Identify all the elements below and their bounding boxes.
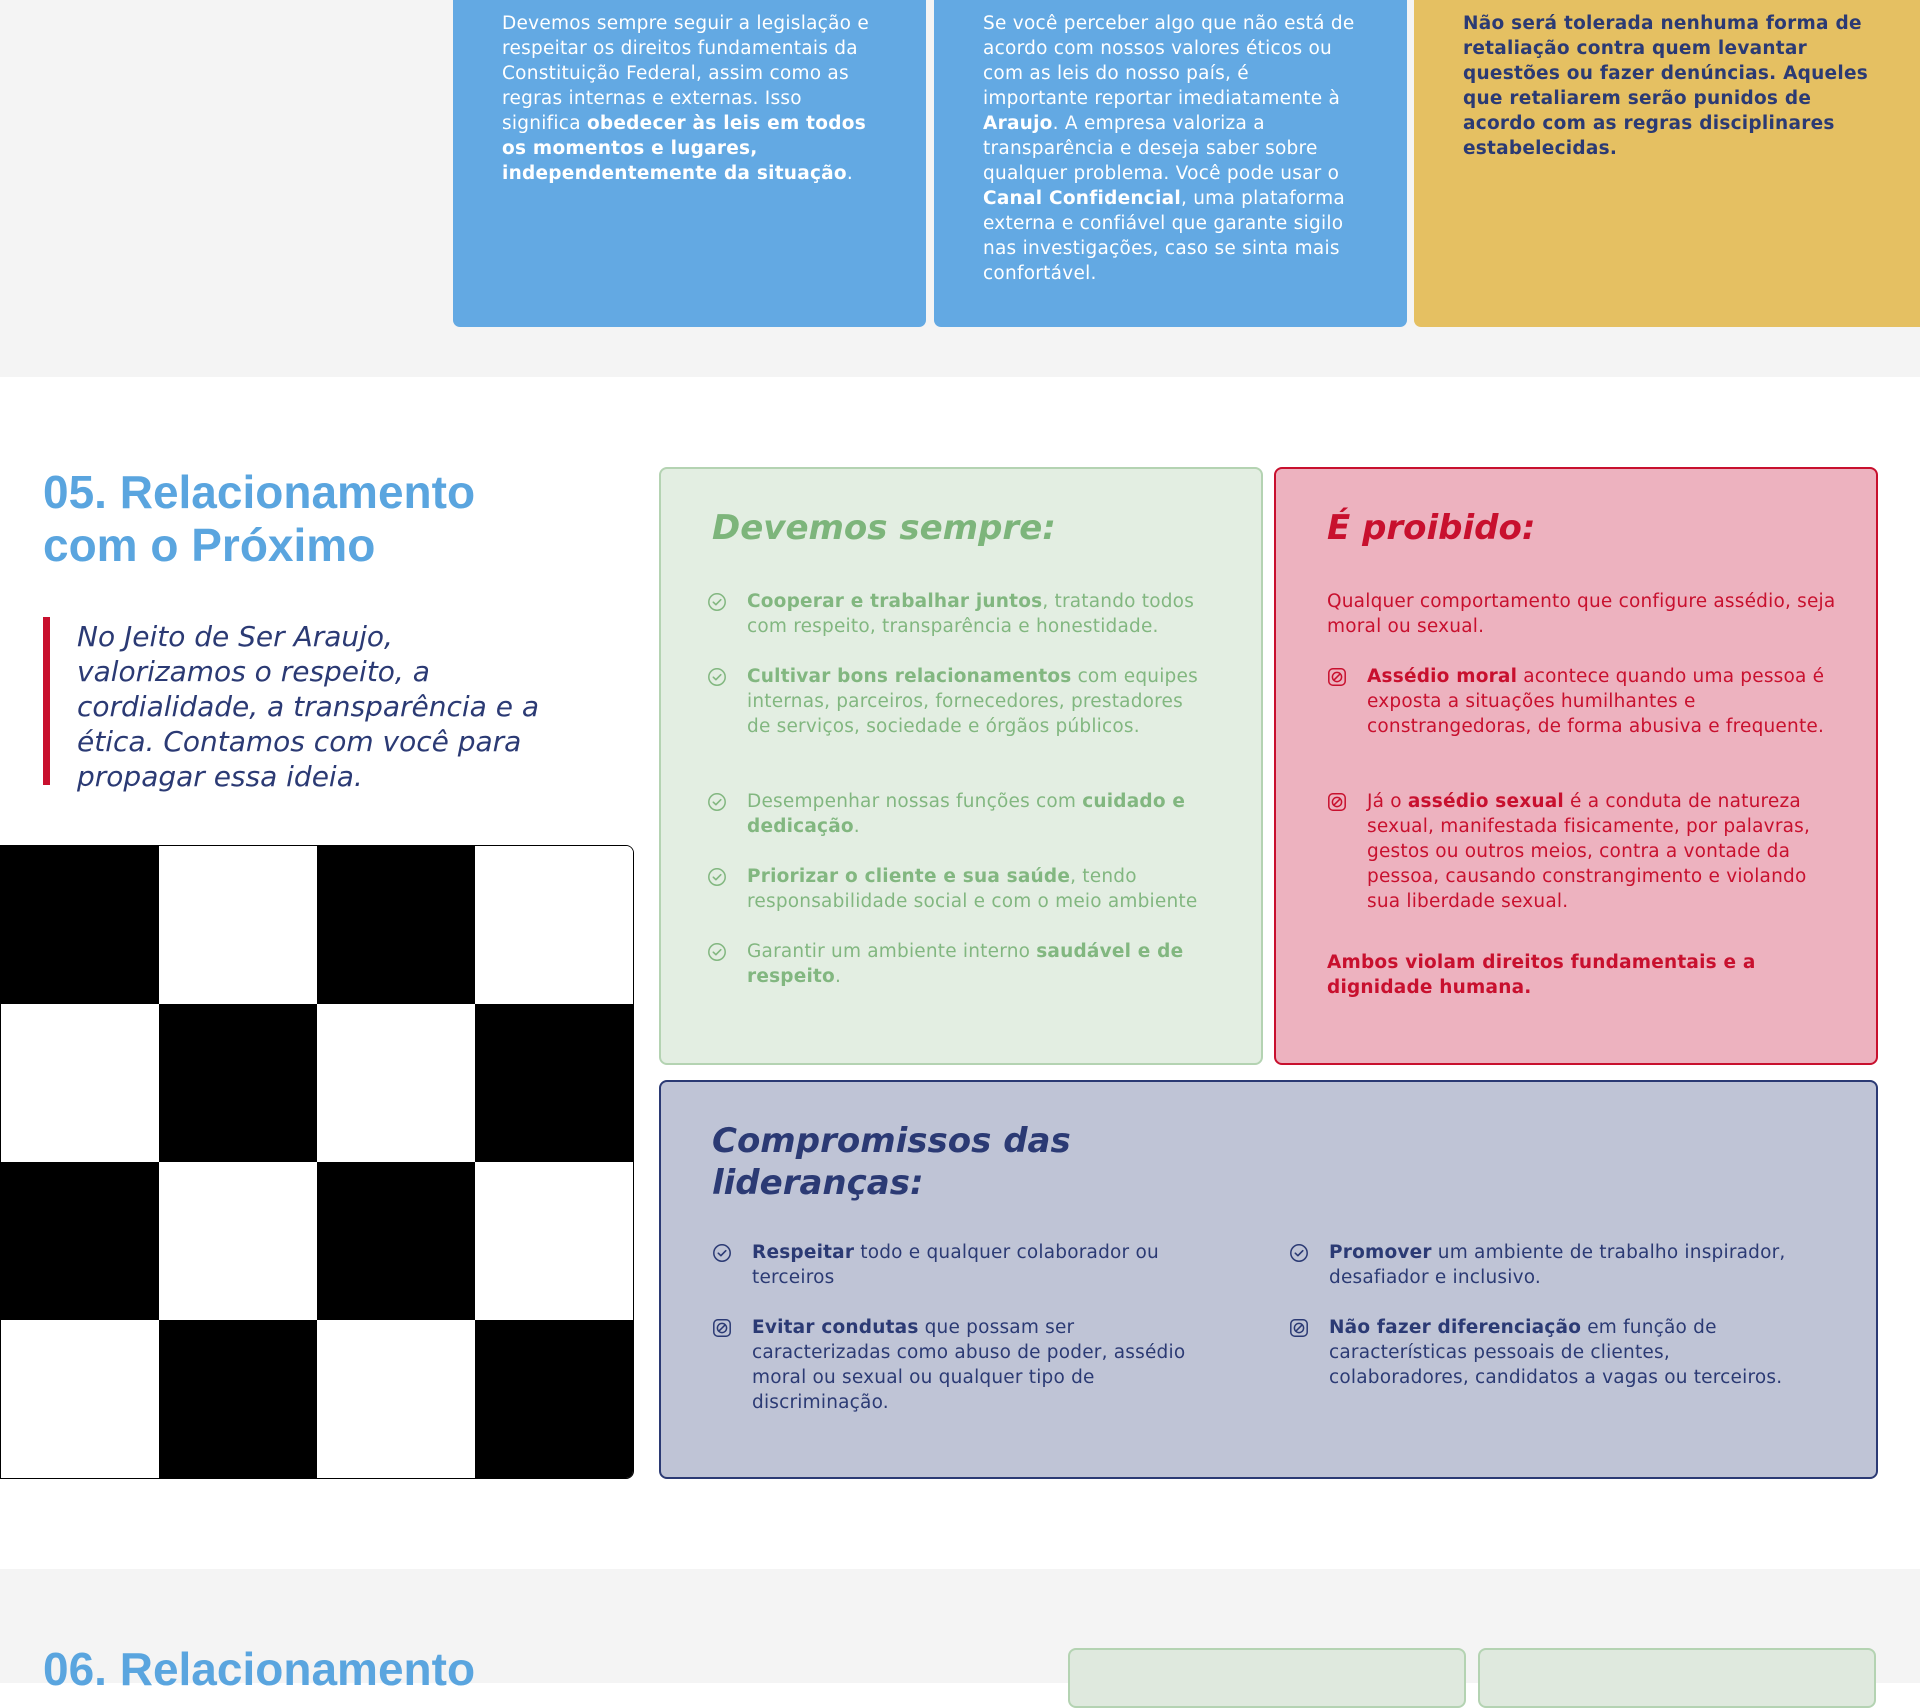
- check-circle-icon: [712, 1240, 752, 1290]
- bold-text: assédio sexual: [1407, 791, 1564, 812]
- image-tile: [317, 1320, 475, 1478]
- bold-text: saudável e de respeito: [747, 941, 1184, 987]
- image-tile: [1, 846, 159, 1004]
- image-tile: [1, 1162, 159, 1320]
- section-05-title: [43, 466, 475, 572]
- section-06-title: 06. Relacionamento: [43, 1643, 476, 1695]
- list-item-text: Não fazer diferenciação em função de características pessoais de clientes, colaboradores, candidatos a vagas ou terceiros.: [1329, 1317, 1783, 1388]
- liderancas-heading: [712, 1120, 1071, 1204]
- legislation-card-text: Devemos sempre seguir a legislação e respeitar os direitos fundamentais da Constituição Federal, assim como as regras internas e externas. Isso significa obedecer às leis em todos os momentos e lugares, independentemente da situação.: [502, 13, 870, 184]
- list-item-text: Desempenhar nossas funções com cuidado e dedicação.: [747, 791, 1186, 837]
- bold-text: Assédio moral: [1367, 666, 1518, 687]
- proibido-item: [1327, 664, 1837, 739]
- proibido-closing: Ambos violam direitos fundamentais e a dignidade humana.: [1327, 952, 1756, 998]
- section-05-title-line2: com o Próximo: [43, 519, 376, 571]
- list-item-text: Priorizar o cliente e sua saúde, tendo responsabilidade social e com o meio ambiente: [747, 866, 1198, 912]
- proibido-intro: Qualquer comportamento que configure assédio, seja moral ou sexual.: [1327, 591, 1836, 637]
- report-card: [934, 0, 1407, 327]
- prohibited-icon: [712, 1318, 732, 1338]
- liderancas-heading-line1: Compromissos das: [712, 1121, 1071, 1161]
- image-tile: [1, 1320, 159, 1478]
- bold-text: Respeitar: [752, 1242, 855, 1263]
- image-tile: [317, 1162, 475, 1320]
- devemos-item: [707, 789, 1207, 839]
- image-tile: [317, 1004, 475, 1162]
- bold-text: Evitar condutas: [752, 1317, 919, 1338]
- image-tile: [159, 846, 317, 1004]
- liderancas-item: [712, 1240, 1212, 1290]
- check-circle-icon: [707, 792, 727, 812]
- image-tile: [159, 1004, 317, 1162]
- list-item-text: Promover um ambiente de trabalho inspirador, desafiador e inclusivo.: [1329, 1242, 1786, 1288]
- bold-text: Cooperar e trabalhar juntos: [747, 591, 1043, 612]
- devemos-sempre-card: [659, 467, 1263, 1065]
- section-05-quote: No Jeito de Ser Araujo, valorizamos o respeito, a cordialidade, a transparência e a ética. Contamos com você para propagar essa ideia.: [43, 617, 543, 785]
- check-circle-icon: [712, 1243, 732, 1263]
- devemos-sempre-heading: Devemos sempre:: [712, 508, 1056, 548]
- devemos-item: [707, 939, 1207, 989]
- check-circle-icon: [707, 667, 727, 687]
- check-circle-icon: [707, 589, 747, 639]
- list-item-text: Cultivar bons relacionamentos com equipes internas, parceiros, fornecedores, prestadores de serviços, sociedade e órgãos públicos.: [747, 666, 1198, 737]
- image-tile: [159, 1320, 317, 1478]
- list-item-text: Evitar condutas que possam ser caracterizadas como abuso de poder, assédio moral ou sexual ou qualquer tipo de discriminação.: [752, 1317, 1186, 1413]
- legislation-card: [453, 0, 926, 327]
- check-circle-icon: [707, 864, 747, 914]
- prohibited-icon: [1327, 667, 1347, 687]
- retaliation-card: [1414, 0, 1920, 327]
- bold-text: Canal Confidencial: [983, 188, 1181, 209]
- check-circle-icon: [707, 939, 747, 989]
- check-circle-icon: [1289, 1243, 1309, 1263]
- bold-text: Não fazer diferenciação: [1329, 1317, 1582, 1338]
- check-circle-icon: [707, 664, 747, 739]
- image-tile: [475, 846, 633, 1004]
- liderancas-heading-line2: lideranças:: [712, 1163, 924, 1203]
- devemos-item: [707, 589, 1207, 639]
- liderancas-item: [712, 1315, 1212, 1415]
- liderancas-item: [1289, 1315, 1789, 1390]
- check-circle-icon: [707, 592, 727, 612]
- section-06-card-right: [1478, 1648, 1876, 1708]
- retaliation-card-text: [1463, 11, 1872, 161]
- section-05-title-line1: 05. Relacionamento: [43, 466, 476, 518]
- check-circle-icon: [707, 942, 727, 962]
- prohibited-icon: [1327, 792, 1347, 812]
- bold-text: Cultivar bons relacionamentos: [747, 666, 1072, 687]
- report-card-text: Se você perceber algo que não está de acordo com nossos valores éticos ou com as leis do nosso país, é importante reportar imediatamente à Araujo. A empresa valoriza a transparência e deseja saber sobre qualquer problema. Você pode usar o Canal Confidencial, uma plataforma externa e confiável que garante sigilo nas investigações, caso se sinta mais confortável.: [983, 13, 1355, 284]
- prohibited-icon: [1289, 1315, 1329, 1390]
- image-tile: [317, 846, 475, 1004]
- list-item-text: Assédio moral acontece quando uma pessoa é exposta a situações humilhantes e constrangedoras, de forma abusiva e frequente.: [1367, 666, 1825, 737]
- prohibited-icon: [1289, 1318, 1309, 1338]
- prohibited-icon: [1327, 789, 1367, 914]
- bold-text: cuidado e dedicação: [747, 791, 1186, 837]
- image-tile: [475, 1162, 633, 1320]
- check-circle-icon: [1289, 1240, 1329, 1290]
- list-item-text: Respeitar todo e qualquer colaborador ou terceiros: [752, 1242, 1159, 1288]
- bold-text: Não será tolerada nenhuma forma de retaliação contra quem levantar questões ou fazer denúncias. Aqueles que retaliarem serão punidos de acordo com as regras disciplinares estabelecidas.: [1463, 13, 1869, 159]
- liderancas-card: [659, 1080, 1878, 1479]
- bold-text: obedecer às leis em todos os momentos e lugares, independentemente da situação: [502, 113, 866, 184]
- proibido-heading: É proibido:: [1327, 508, 1536, 548]
- image-tile: [1, 1004, 159, 1162]
- liderancas-item: [1289, 1240, 1789, 1290]
- devemos-item: [707, 664, 1207, 739]
- image-tile: [475, 1004, 633, 1162]
- devemos-item: [707, 864, 1207, 914]
- image-tile: [475, 1320, 633, 1478]
- check-circle-icon: [707, 789, 747, 839]
- proibido-item: [1327, 789, 1837, 914]
- section-05-image: [0, 845, 634, 1479]
- list-item-text: Cooperar e trabalhar juntos, tratando todos com respeito, transparência e honestidade.: [747, 591, 1195, 637]
- list-item-text: Já o assédio sexual é a conduta de natureza sexual, manifestada fisicamente, por palavras, gestos ou outros meios, contra a vontade da pessoa, causando constrangimento e violando sua liberdade sexual.: [1367, 791, 1811, 912]
- prohibited-icon: [712, 1315, 752, 1415]
- image-tile: [159, 1162, 317, 1320]
- section-06-card-left: [1068, 1648, 1466, 1708]
- check-circle-icon: [707, 867, 727, 887]
- bold-text: Priorizar o cliente e sua saúde: [747, 866, 1071, 887]
- proibido-card: [1274, 467, 1878, 1065]
- bold-text: Promover: [1329, 1242, 1432, 1263]
- list-item-text: Garantir um ambiente interno saudável e de respeito.: [747, 941, 1184, 987]
- bold-text: Araujo: [983, 113, 1053, 134]
- prohibited-icon: [1327, 664, 1367, 739]
